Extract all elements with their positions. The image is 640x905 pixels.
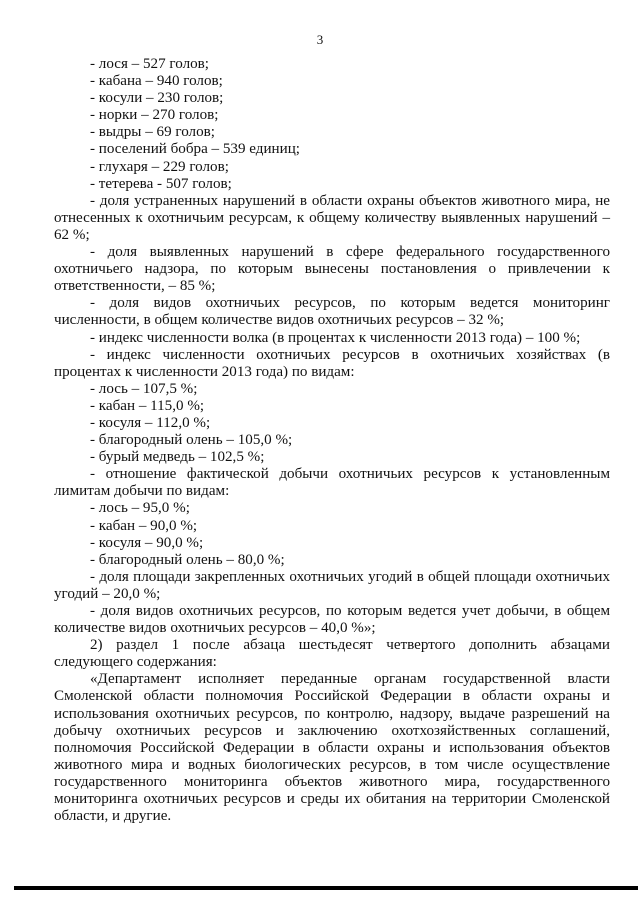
paragraph: - доля устраненных нарушений в области охраны объектов животного мира, не отнесенных к охотничьим ресурсам, к общему количеству выявленных нарушений – 62 %; [54, 192, 610, 243]
scan-border-line [14, 886, 638, 890]
paragraph: «Департамент исполняет переданные органам государственной власти Смоленской области полномочия Российской Федерации в области охраны и использования охотничьих ресурсов, по контролю, надзору, выдаче разрешений на добычу охотничьих ресурсов и заключению охотхозяйственных соглашений, полномочия Российской Федерации в области охраны и использования объектов животного мира и водных биологических ресурсов, в том числе осуществление государственного мониторинга объектов животного мира, государственного мониторинга охотничьих ресурсов и среды их обитания на территории Смоленской области, и другие. [54, 671, 610, 825]
list-item: - норки – 270 голов; [90, 107, 219, 124]
paragraph: 2) раздел 1 после абзаца шестьдесят четвертого дополнить абзацами следующего содержания: [54, 637, 610, 671]
paragraph: - доля видов охотничьих ресурсов, по которым ведется учет добычи, в общем количестве видов охотничьих ресурсов – 40,0 %»; [54, 603, 610, 637]
paragraph: - индекс численности охотничьих ресурсов в охотничьих хозяйствах (в процентах к численности 2013 года) по видам: [54, 346, 610, 380]
paragraph: - доля видов охотничьих ресурсов, по которым ведется мониторинг численности, в общем количестве видов охотничьих ресурсов – 32 %; [54, 295, 610, 329]
list-item: - кабан – 90,0 %; [90, 517, 198, 534]
list-item: - кабан – 115,0 %; [90, 397, 205, 414]
list-item: - лось – 95,0 %; [90, 500, 190, 517]
list-item: - поселений бобра – 539 единиц; [90, 141, 300, 158]
list-item: - косули – 230 голов; [90, 90, 224, 107]
list-item: - благородный олень – 80,0 %; [90, 551, 285, 568]
list-item: - тетерева - 507 голов; [90, 175, 232, 192]
list-item: - косуля – 112,0 %; [90, 414, 211, 431]
list-item: - лося – 527 голов; [90, 56, 209, 72]
paragraph: - доля площади закрепленных охотничьих угодий в общей площади охотничьих угодий – 20,0 %; [54, 568, 610, 602]
list-item: - выдры – 69 голов; [90, 124, 215, 141]
list-item: - бурый медведь – 102,5 %; [90, 449, 265, 466]
paragraph: - доля выявленных нарушений в сфере федерального государственного охотничьего надзора, по которым вынесены постановления о привлечении к ответственности, – 85 %; [54, 244, 610, 295]
list-item: - кабана – 940 голов; [90, 73, 223, 90]
list-item: - косуля – 90,0 %; [90, 534, 204, 551]
list-item: - лось – 107,5 %; [90, 380, 198, 397]
list-item: - индекс численности волка (в процентах к численности 2013 года) – 100 %; [90, 329, 581, 346]
paragraph: - отношение фактической добычи охотничьих ресурсов к установленным лимитам добычи по видам: [54, 466, 610, 500]
list-item: - глухаря – 229 голов; [90, 158, 229, 175]
document-body [54, 56, 610, 825]
list-item: - благородный олень – 105,0 %; [90, 432, 293, 449]
page-number: 3 [316, 32, 324, 47]
